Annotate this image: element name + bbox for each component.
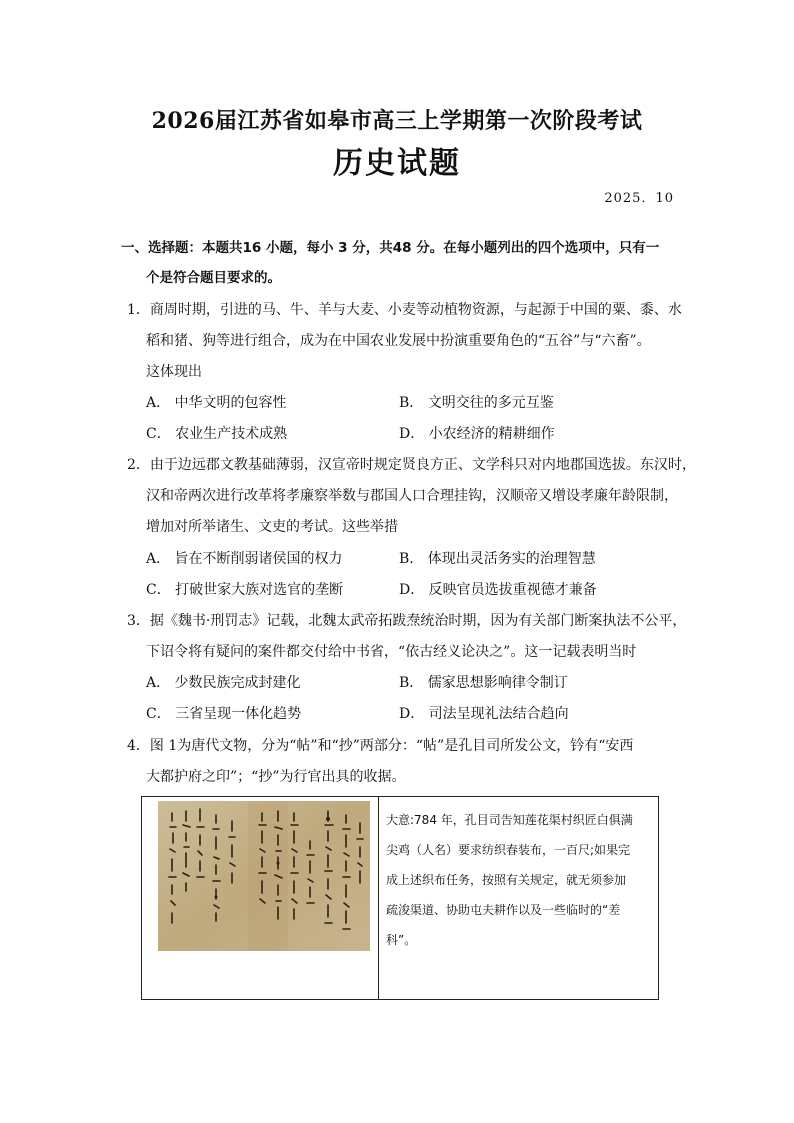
table-divider: [378, 797, 379, 999]
question-1-option-b: B． 文明交往的多元互鉴: [399, 395, 554, 411]
question-1-option-c: C． 农业生产技术成熟: [146, 426, 288, 442]
question-2-line2: 汉和帝两次进行改革将孝廉察举数与郡国人口合理挂钩，汉顺帝又增设孝廉年龄限制，: [146, 488, 678, 504]
question-1-line1: 1．商周时期，引进的马、牛、羊与大麦、小麦等动植物资源，与起源于中国的粟、黍、水: [127, 302, 682, 318]
figure-caption-line: 疏浚渠道、协助屯夫耕作以及一些临时的“差: [386, 903, 621, 917]
figure-caption-line: 科”。: [386, 933, 417, 947]
question-2-option-d: D． 反映官员选拔重视德才兼备: [399, 582, 597, 598]
question-4-line1: 4．图 1为唐代文物，分为“帖”和“抄”两部分：“帖”是孔目司所发公文，钤有“安西: [127, 738, 634, 754]
exam-title: 2026届江苏省如皋市高三上学期第一次阶段考试: [151, 108, 643, 134]
question-1-option-a: A． 中华文明的包容性: [146, 395, 287, 411]
question-1-line3: 这体现出: [146, 364, 202, 380]
figure-table: [141, 796, 659, 1000]
section-instruction-line1: 一、选择题：本题共16 小题，每小 3 分，共48 分。在每小题列出的四个选项中，只有一: [121, 240, 660, 256]
question-3-option-a: A． 少数民族完成封建化: [146, 675, 301, 691]
question-1-option-d: D． 小农经济的精耕细作: [399, 426, 555, 442]
figure-caption-line: 大意:784 年，孔目司告知莲花渠村织匠白俱满: [386, 813, 633, 827]
question-3-line2: 下诏令将有疑问的案件都交付给中书省，“依古经义论决之”。这一记载表明当时: [146, 644, 637, 660]
question-2-option-a: A． 旨在不断削弱诸侯国的权力: [146, 551, 343, 567]
question-4-line2: 大都护府之印”；“抄”为行官出具的收据。: [146, 769, 406, 785]
figure-caption: [386, 805, 654, 955]
exam-date: 2025．10: [604, 191, 674, 206]
ancient-manuscript-image: [158, 801, 370, 951]
question-2-line1: 2．由于边远郡文教基础薄弱，汉宣帝时规定贤良方正、文学科只对内地郡国选拔。东汉时，: [127, 457, 696, 473]
subject-title: 历史试题: [333, 146, 461, 181]
question-3-line1: 3．据《魏书·刑罚志》记载，北魏太武帝拓跋焘统治时期，因为有关部门断案执法不公平，: [127, 613, 687, 629]
figure-caption-line: 成上述织布任务，按照有关规定，就无须参加: [386, 873, 627, 887]
question-2-option-c: C． 打破世家大族对选官的垄断: [146, 582, 344, 598]
question-3-option-c: C． 三省呈现一体化趋势: [146, 706, 302, 722]
question-1-line2: 稻和猪、狗等进行组合，成为在中国农业发展中扮演重要角色的“五谷”与“六畜”。: [146, 333, 651, 349]
question-2-line3: 增加对所举诸生、文吏的考试。这些举措: [146, 519, 398, 535]
figure-caption-line: 尖鸡（人名）要求纺织春装布，一百尺;如果完: [386, 843, 631, 857]
question-3-option-d: D． 司法呈现礼法结合趋向: [399, 706, 569, 722]
question-3-option-b: B． 儒家思想影响律令制订: [399, 675, 568, 691]
question-2-option-b: B． 体现出灵活务实的治理智慧: [399, 551, 596, 567]
section-instruction-line2: 个是符合题目要求的。: [146, 270, 281, 286]
